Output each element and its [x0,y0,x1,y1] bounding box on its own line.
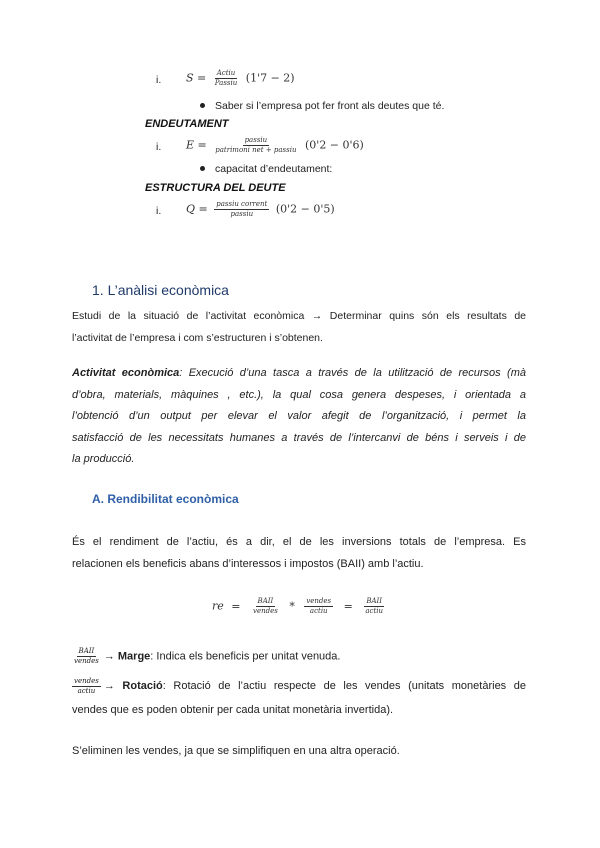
equals-sign: = [231,599,241,613]
equals-sign: = [343,599,353,613]
bullet-icon [200,166,205,171]
rotation-label: Rotació [122,680,163,692]
rotation-paragraph [72,674,526,722]
formula-range: (0'2 − 0'5) [275,202,335,216]
debt-formula: E = $\frac{\text{passiu}}{\text{patrimoni net + passiu}}$ (0'2 − 0'6) [186,136,364,154]
fraction [213,69,240,88]
text-line: d’obra, materials, màquines , etc.), la qual cosa genera despeses, i orientada a [72,388,526,401]
text-line: l’activitat de l’empresa i com s’estructuren i s’obtenen. [72,332,323,344]
list-marker: i. [156,74,162,86]
text-line: vendes que es poden obtenir per cada unitat monetària invertida). [72,704,394,716]
re-formula [212,597,388,616]
fraction [213,136,298,155]
margin-text: : Indica els beneficis per unitat venuda. [150,650,341,663]
times-sign: * [289,599,295,613]
bullet-item [200,163,332,175]
fraction-denominator: vendes [74,657,99,665]
list-marker: i. [156,205,162,217]
subsection-title: A. Rendibilitat econòmica [92,492,239,506]
fraction-numerator: Actiu [216,69,236,77]
fraction-numerator: vendes [306,597,332,605]
text-line: la producció. [72,453,135,465]
fraction-denominator: passiu [230,210,254,218]
fraction-numerator: BAII [257,597,274,605]
heading-estructura-deute: ESTRUCTURA DEL DEUTE [145,182,286,194]
fraction-denominator: vendes [253,607,278,615]
formula-range: (1'7 − 2) [245,71,295,85]
text-line [72,674,526,698]
formula-lhs: S [186,71,194,85]
text-line: satisfacció de les necessitats humanes a través de l’intercanvi de béns i serveis i de [72,431,526,444]
fraction [72,647,101,666]
arrow-icon: → [103,650,115,663]
section-title: 1. L’anàlisi econòmica [92,282,229,298]
arrow-icon: → [103,680,115,692]
bullet-text: capacitat d’endeutament: [215,163,333,175]
definition-term: Activitat econòmica [72,367,180,379]
fraction-denominator: actiu [77,686,96,695]
fraction-denominator: patrimoni net + passiu [215,146,297,154]
formula-lhs: E [186,138,195,152]
margin-label: Marge [117,650,151,663]
list-marker: i. [156,141,162,153]
closing-paragraph: S’eliminen les vendes, ja que se simplifiquen en una altra operació. [72,745,400,757]
heading-endeutament: ENDEUTAMENT [145,118,229,130]
margin-line [72,647,340,666]
fraction [304,597,333,616]
bullet-text: Saber si l’empresa pot fer front als deutes que té. [215,100,445,112]
solvency-formula: S = $\frac{\text{Actiu}}{\text{Passiu}}$ (1'7 − 2) [186,69,295,87]
rotation-text: : Rotació de l’actiu respecte de les vendes (unitats monetàries de [162,680,527,692]
text-line: relacionen els beneficis abans d’interessos i impostos (BAII) amb l’actiu. [72,558,424,570]
rendibilitat-paragraph [72,531,526,575]
fraction [214,200,269,219]
fraction [251,597,280,616]
fraction-denominator: Passiu [214,79,238,87]
text-line: És el rendiment de l’actiu, és a dir, el de les inversions totals de l’empresa. Es [72,536,526,548]
text-line: Estudi de la situació de l’activitat econòmica → Determinar quins són els resultats de [72,310,526,322]
text-line [72,363,526,385]
fraction [363,597,385,616]
fraction-numerator: passiu [244,136,268,144]
fraction-denominator: actiu [365,607,384,615]
bullet-item [200,100,444,112]
fraction-numerator: vendes [74,676,99,685]
formula-lhs: Q [186,202,196,216]
formula-range: (0'2 − 0'6) [305,138,364,152]
intro-paragraph [72,305,526,349]
structure-formula: Q = $\frac{\text{passiu corrent}}{\text{passiu}}$ (0'2 − 0'5) [186,200,335,218]
fraction [72,677,101,696]
definition-paragraph [72,363,526,471]
fraction-numerator: BAII [366,597,383,605]
formula-lhs: re [212,599,224,613]
fraction-numerator: passiu corrent [216,200,268,208]
definition-text: : Execució d’una tasca a través de la utilització de recursos (mà [179,367,527,379]
bullet-icon [200,103,205,108]
fraction-numerator: BAII [78,647,95,655]
text-line: l’obtenció d’un output per elevar el valor afegit de l’organització, i permet la [72,410,526,422]
fraction-denominator: actiu [309,607,328,615]
